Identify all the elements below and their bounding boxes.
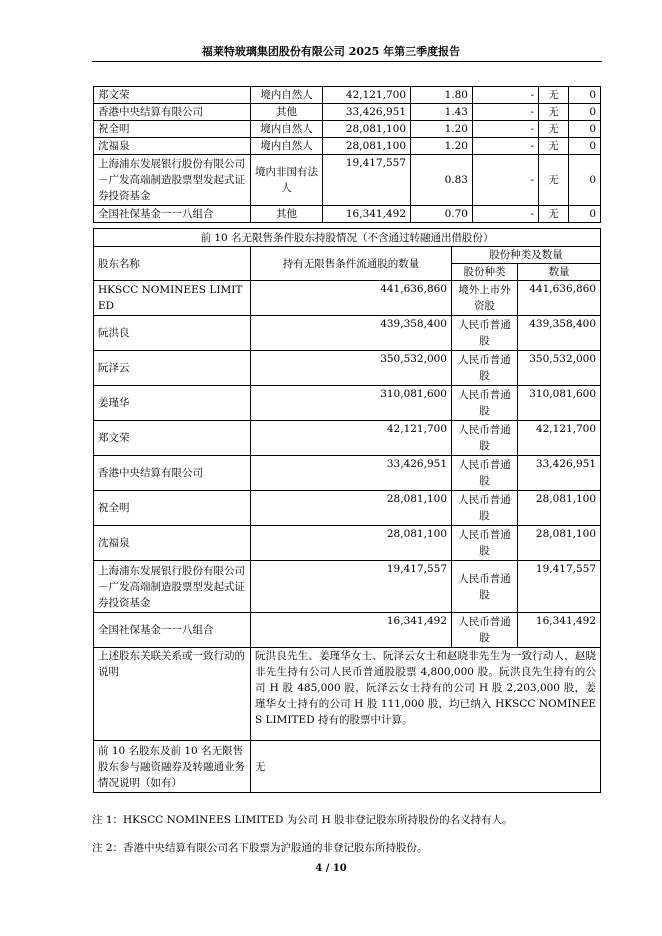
shareholder-name: 沈福泉 (94, 138, 251, 155)
shareholder-nature: 境内自然人 (251, 87, 323, 104)
shares-held: 33,426,951 (323, 104, 411, 121)
holding-ratio: 0.83 (411, 155, 473, 206)
section-title: 前 10 名无限售条件股东持股情况（不含通过转融通出借股份） (94, 229, 601, 247)
holding-ratio: 1.20 (411, 121, 473, 138)
shareholder-name: 姜瑾华 (94, 386, 251, 421)
pledge-count: 0 (569, 155, 601, 206)
share-type: 人民币普通股 (452, 491, 518, 526)
shareholder-name: 香港中央结算有限公司 (94, 104, 251, 121)
table-row (94, 561, 601, 613)
unrestricted-qty: 439,358,400 (251, 316, 452, 351)
pledge-count: 0 (569, 206, 601, 223)
table-row (94, 138, 601, 155)
report-header-title: 福莱特玻璃集团股份有限公司 2025 年第三季度报告 (201, 45, 461, 58)
pledge-status: 无 (539, 121, 569, 138)
restricted-shares: - (473, 155, 539, 206)
restricted-shares: - (473, 87, 539, 104)
share-count: 33,426,951 (518, 456, 601, 491)
shareholder-name: 全国社保基金一一八组合 (94, 206, 251, 223)
shareholder-name: 香港中央结算有限公司 (94, 456, 251, 491)
table-row (94, 104, 601, 121)
table-row (94, 526, 601, 561)
table-row (94, 351, 601, 386)
shares-held: 28,081,100 (323, 121, 411, 138)
share-type: 人民币普通股 (452, 613, 518, 648)
share-count: 28,081,100 (518, 526, 601, 561)
shareholder-name: HKSCC NOMINEES LIMITED (94, 281, 251, 316)
unrestricted-qty: 19,417,557 (251, 561, 452, 613)
share-count: 310,081,600 (518, 386, 601, 421)
unrestricted-qty: 28,081,100 (251, 491, 452, 526)
unrestricted-qty: 16,341,492 (251, 613, 452, 648)
table-row (94, 155, 601, 206)
relation-label: 上述股东关联关系或一致行动的说明 (94, 648, 251, 741)
table-row (94, 316, 601, 351)
pledge-count: 0 (569, 138, 601, 155)
pledge-status: 无 (539, 155, 569, 206)
pledge-status: 无 (539, 138, 569, 155)
table-row (94, 121, 601, 138)
col-header-type-group: 股份种类及数量 (452, 247, 601, 264)
table-row (94, 386, 601, 421)
table-row (94, 87, 601, 104)
table-row (94, 613, 601, 648)
financing-text: 无 (251, 741, 601, 793)
shareholder-name: 全国社保基金一一八组合 (94, 613, 251, 648)
shares-held: 42,121,700 (323, 87, 411, 104)
pledge-count: 0 (569, 104, 601, 121)
table-row (94, 421, 601, 456)
holding-ratio: 1.20 (411, 138, 473, 155)
shares-held: 28,081,100 (323, 138, 411, 155)
share-type: 人民币普通股 (452, 316, 518, 351)
shareholder-name: 阮泽云 (94, 351, 251, 386)
share-count: 439,358,400 (518, 316, 601, 351)
shareholder-name: 郑文荣 (94, 421, 251, 456)
share-count: 42,121,700 (518, 421, 601, 456)
shareholder-nature: 境内非国有法人 (251, 155, 323, 206)
restricted-shares: - (473, 138, 539, 155)
shareholder-name: 上海浦东发展银行股份有限公司－广发高端制造股票型发起式证券投资基金 (94, 155, 251, 206)
table-row (94, 491, 601, 526)
shares-held: 16,341,492 (323, 206, 411, 223)
pledge-status: 无 (539, 104, 569, 121)
share-type: 境外上市外资股 (452, 281, 518, 316)
share-type: 人民币普通股 (452, 351, 518, 386)
share-count: 441,636,860 (518, 281, 601, 316)
top10-shareholders-table (93, 86, 601, 223)
holding-ratio: 1.80 (411, 87, 473, 104)
col-header-qty: 持有无限售条件流通股的数量 (251, 247, 452, 281)
col-header-count: 数量 (518, 264, 601, 281)
note-1: 注 1：HKSCC NOMINEES LIMITED 为公司 H 股非登记股东所持股份的名义持有人。 (92, 814, 513, 826)
share-type: 人民币普通股 (452, 456, 518, 491)
restricted-shares: - (473, 121, 539, 138)
unrestricted-qty: 42,121,700 (251, 421, 452, 456)
header-rule (92, 61, 602, 62)
relation-text: 阮洪良先生、姜瑾华女士、阮泽云女士和赵晓非先生为一致行动人，赵晓非先生持有公司人民币普通股股票 4,800,000 股。阮洪良先生持有的公司 H 股 485,000 股，阮泽云女士持有的公司 H 股 2,203,000 股，姜瑾华女士持有的公司 H 股 111,000 股，均已纳入 HKSCC NOMINEES LIMITED 持有的股票中计算。 (251, 648, 601, 741)
pledge-count: 0 (569, 121, 601, 138)
unrestricted-qty: 33,426,951 (251, 456, 452, 491)
unrestricted-shareholders-table (93, 228, 601, 793)
shareholder-name: 祝全明 (94, 121, 251, 138)
table-row (94, 456, 601, 491)
table-row (94, 206, 601, 223)
pledge-status: 无 (539, 87, 569, 104)
note-2: 注 2：香港中央结算有限公司名下股票为沪股通的非登记股东所持股份。 (92, 842, 428, 854)
shareholder-name: 沈福泉 (94, 526, 251, 561)
unrestricted-qty: 310,081,600 (251, 386, 452, 421)
share-count: 19,417,557 (518, 561, 601, 613)
share-type: 人民币普通股 (452, 561, 518, 613)
shareholder-name: 上海浦东发展银行股份有限公司－广发高端制造股票型发起式证券投资基金 (94, 561, 251, 613)
shareholder-name: 祝全明 (94, 491, 251, 526)
restricted-shares: - (473, 104, 539, 121)
holding-ratio: 1.43 (411, 104, 473, 121)
shareholder-nature: 境内自然人 (251, 138, 323, 155)
share-count: 28,081,100 (518, 491, 601, 526)
share-type: 人民币普通股 (452, 386, 518, 421)
shareholder-nature: 其他 (251, 104, 323, 121)
shareholder-name: 郑文荣 (94, 87, 251, 104)
col-header-name: 股东名称 (94, 247, 251, 281)
table-row (94, 281, 601, 316)
pledge-count: 0 (569, 87, 601, 104)
share-count: 16,341,492 (518, 613, 601, 648)
shares-held: 19,417,557 (323, 155, 411, 206)
unrestricted-qty: 441,636,860 (251, 281, 452, 316)
restricted-shares: - (473, 206, 539, 223)
pledge-status: 无 (539, 206, 569, 223)
financing-label: 前 10 名股东及前 10 名无限售股东参与融资融券及转融通业务情况说明（如有） (94, 741, 251, 793)
share-count: 350,532,000 (518, 351, 601, 386)
share-type: 人民币普通股 (452, 526, 518, 561)
shareholder-name: 阮洪良 (94, 316, 251, 351)
col-header-type: 股份种类 (452, 264, 518, 281)
share-type: 人民币普通股 (452, 421, 518, 456)
unrestricted-qty: 28,081,100 (251, 526, 452, 561)
shareholder-nature: 境内自然人 (251, 121, 323, 138)
page-number: 4 / 10 (315, 863, 347, 874)
shareholder-nature: 其他 (251, 206, 323, 223)
unrestricted-qty: 350,532,000 (251, 351, 452, 386)
holding-ratio: 0.70 (411, 206, 473, 223)
